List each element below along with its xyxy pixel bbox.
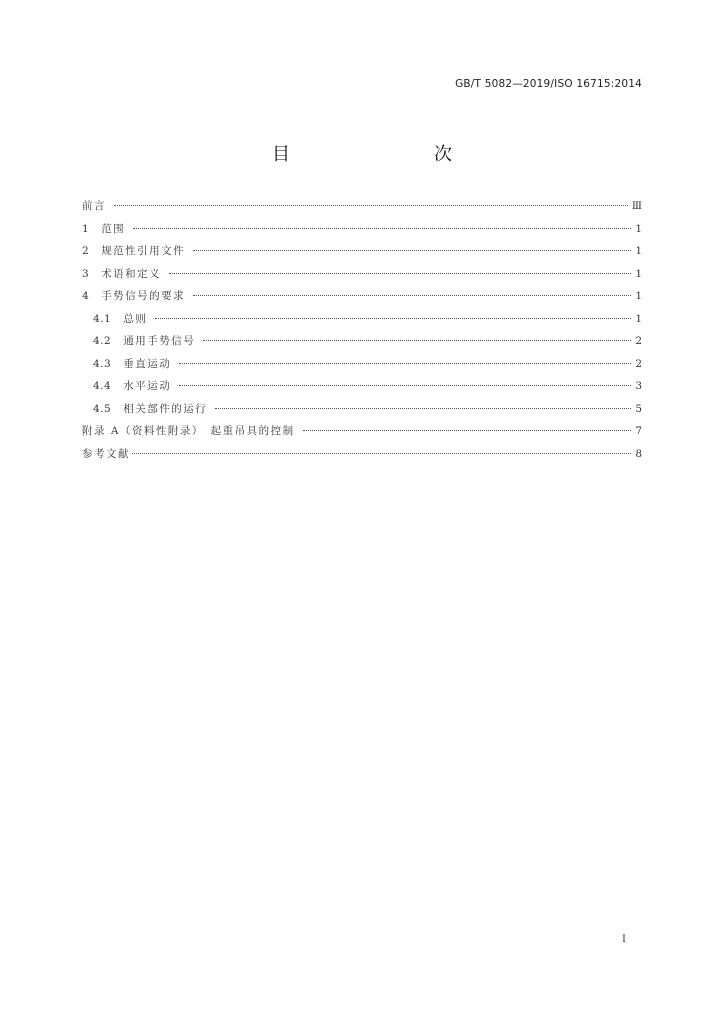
toc-row-foreword[interactable] [82, 198, 642, 221]
toc-label: 垂直运动 [123, 357, 172, 370]
toc-label: 相关部件的运行 [123, 402, 208, 415]
toc-label: 通用手势信号 [123, 335, 196, 347]
toc-leader [193, 250, 631, 251]
toc-page: 5 [635, 402, 642, 415]
table-of-contents [82, 198, 642, 468]
toc-page: 1 [635, 267, 642, 280]
toc-row-annex-a[interactable] [82, 423, 642, 446]
toc-page: 8 [635, 447, 642, 460]
toc-number: 3 [82, 267, 90, 280]
toc-page: 1 [635, 290, 642, 302]
toc-label: 前言 [82, 200, 106, 212]
toc-leader [133, 228, 631, 229]
toc-page: 1 [635, 222, 642, 235]
toc-label: 附录 A（资料性附录） 起重吊具的控制 [82, 425, 295, 437]
toc-page: Ⅲ [631, 200, 642, 212]
toc-label: 范围 [101, 222, 126, 235]
toc-number: 1 [82, 222, 90, 235]
toc-row-normative-references[interactable] [82, 243, 642, 266]
toc-leader [203, 340, 631, 341]
toc-page: 2 [635, 357, 642, 370]
toc-number: 2 [82, 245, 90, 257]
toc-leader [114, 205, 628, 206]
toc-number: 4.1 [93, 312, 112, 325]
toc-page: 1 [635, 245, 642, 257]
toc-row-general-signals[interactable] [82, 333, 642, 356]
toc-label: 总则 [123, 312, 148, 325]
toc-leader [155, 318, 631, 319]
toc-label: 规范性引用文件 [101, 245, 186, 257]
toc-page: 2 [635, 335, 642, 347]
toc-label: 手势信号的要求 [101, 290, 186, 302]
toc-page: 7 [635, 425, 642, 437]
toc-number: 4.3 [93, 357, 112, 370]
toc-leader [179, 385, 631, 386]
toc-leader [169, 273, 631, 274]
toc-leader [179, 363, 631, 364]
toc-row-vertical-motion[interactable] [82, 356, 642, 379]
toc-page: 3 [635, 380, 642, 392]
toc-row-bibliography[interactable] [82, 446, 642, 469]
toc-row-horizontal-motion[interactable] [82, 378, 642, 401]
toc-leader [132, 453, 631, 454]
toc-number: 4.5 [93, 402, 112, 415]
toc-number: 4.2 [93, 335, 112, 347]
toc-page: 1 [635, 312, 642, 325]
toc-label: 术语和定义 [101, 267, 162, 280]
toc-row-general[interactable] [82, 311, 642, 334]
toc-leader [215, 408, 631, 409]
toc-label: 水平运动 [123, 380, 172, 392]
toc-number: 4 [82, 290, 90, 302]
toc-row-scope[interactable] [82, 221, 642, 244]
page-title: 目 次 [272, 144, 488, 165]
toc-row-requirements[interactable] [82, 288, 642, 311]
toc-leader [303, 430, 632, 431]
toc-number: 4.4 [93, 380, 112, 392]
toc-leader [193, 295, 631, 296]
page-number: I [622, 934, 626, 945]
toc-row-terms[interactable] [82, 266, 642, 289]
toc-label: 参考文献 [82, 447, 130, 460]
standard-code: GB/T 5082—2019/ISO 16715:2014 [455, 78, 642, 90]
toc-row-related-parts[interactable] [82, 401, 642, 424]
